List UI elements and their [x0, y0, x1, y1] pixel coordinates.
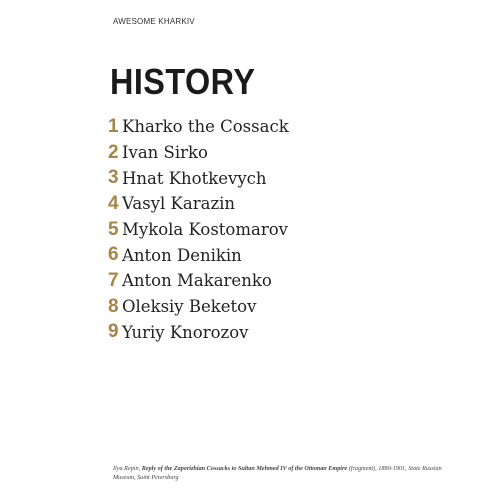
section-title: HISTORY [110, 61, 256, 102]
item-number: 8 [108, 295, 119, 317]
item-label: Hnat Khotkevych [122, 168, 267, 188]
caption-fragment-note: (fragment), [348, 465, 377, 472]
list-item [108, 217, 289, 243]
item-label: Yuriy Knorozov [122, 322, 249, 342]
list-item [108, 294, 289, 320]
list-item [108, 320, 289, 346]
list-item [108, 191, 289, 217]
list-item [108, 165, 289, 191]
item-label: Mykola Kostomarov [122, 220, 288, 240]
item-label: Anton Makarenko [122, 271, 272, 291]
contents-list [108, 114, 289, 345]
running-head: AWESOME KHARKIV [113, 17, 195, 26]
item-number: 7 [108, 269, 119, 291]
item-number: 9 [108, 321, 119, 343]
caption-details: 1880-1901, State Russian Museum, Saint Petersburg [113, 465, 442, 481]
item-number: 6 [108, 244, 119, 266]
item-label: Ivan Sirko [122, 143, 208, 163]
list-item [108, 140, 289, 166]
list-item [108, 114, 289, 140]
item-label: Anton Denikin [122, 245, 242, 265]
item-label: Oleksiy Beketov [122, 297, 257, 317]
list-item [108, 242, 289, 268]
item-label: Vasyl Karazin [122, 194, 236, 214]
item-number: 2 [108, 141, 119, 163]
caption-author: Ilya Repin, [113, 465, 141, 472]
item-number: 1 [108, 115, 119, 137]
item-number: 5 [108, 218, 119, 240]
item-number: 3 [108, 167, 119, 189]
item-number: 4 [108, 192, 119, 214]
list-item [108, 268, 289, 294]
caption-artwork-title: Reply of the Zaporizhian Cossacks to Sultan Mehmed IV of the Ottoman Empire [141, 465, 348, 472]
image-caption [113, 464, 443, 482]
item-label: Kharko the Cossack [122, 117, 289, 137]
